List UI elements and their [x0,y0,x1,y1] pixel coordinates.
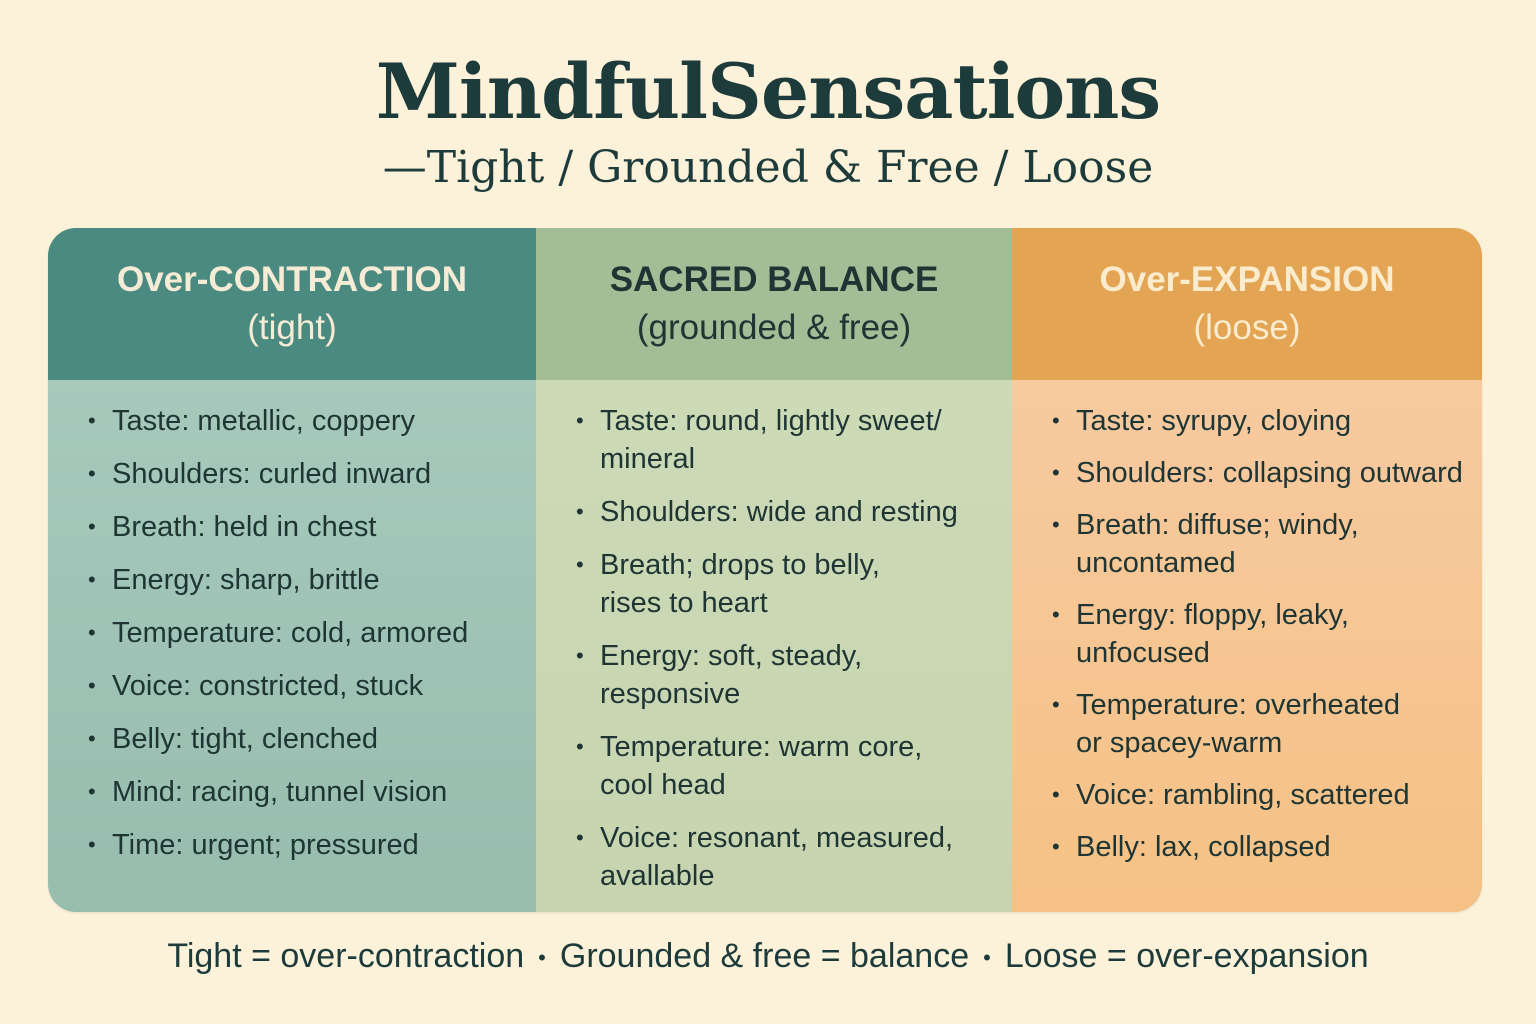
legend-footer [0,930,1536,984]
sensation-item [1050,828,1470,866]
bullet-icon: • [1052,692,1060,717]
sensation-text: Voice: rambling, scattered [1076,779,1410,811]
sensation-list [86,402,524,864]
sensation-item [574,402,1000,478]
sensation-text: Shoulders: curled inward [112,458,432,490]
bullet-icon: • [576,408,584,433]
sensation-text: Belly: tight, clenched [112,723,378,755]
sensation-text: Belly: lax, collapsed [1076,831,1331,863]
sensation-item [86,667,524,705]
sensation-text: Breath; drops to belly, rises to heart [600,549,880,619]
sensation-text: Energy: floppy, leaky, unfocused [1076,599,1349,669]
legend-separator: • [983,945,991,971]
sensation-text: Shoulders: wide and resting [600,496,958,528]
sensation-text: Energy: sharp, brittle [112,564,380,596]
bullet-icon: • [576,643,584,668]
sensation-item [86,561,524,599]
sensation-text: Energy: soft, steady, responsive [600,640,863,710]
sensation-item [86,614,524,652]
sensation-item [86,720,524,758]
sensation-item [574,637,1000,713]
column-header-over-contraction [48,228,536,380]
legend-loose: Loose = over-expansion [1004,937,1369,975]
bullet-icon: • [1052,408,1060,433]
column-header-over-expansion [1012,228,1482,380]
column-heading: Over-CONTRACTION [116,260,468,299]
column-subheading: (tight) [247,308,337,347]
sensation-item [86,402,524,440]
sensation-item [86,508,524,546]
sensation-item [574,546,1000,622]
bullet-icon: • [576,825,584,850]
bullet-icon: • [1052,782,1060,807]
sensation-item [86,826,524,864]
bullet-icon: • [1052,602,1060,627]
sensation-text: Temperature: cold, armored [112,617,469,649]
column-body-over-contraction [48,380,536,912]
sensation-item [574,728,1000,804]
page-subtitle: —Tight / Grounded & Free / Loose [382,142,1154,193]
bullet-icon: • [576,499,584,524]
sensation-item [86,455,524,493]
bullet-icon: • [88,832,96,857]
bullet-icon: • [576,552,584,577]
bullet-icon: • [1052,512,1060,537]
sensation-text: Mind: racing, tunnel vision [112,776,448,808]
column-sacred-balance [536,228,1012,912]
column-over-contraction [48,228,536,912]
column-body-sacred-balance [536,380,1012,912]
legend-balance: Grounded & free = balance [559,937,970,975]
column-subheading: (loose) [1193,308,1301,347]
bullet-icon: • [576,734,584,759]
legend-tight: Tight = over-contraction [167,937,525,975]
sensation-item [1050,506,1470,582]
sensation-item [1050,686,1470,762]
legend-separator: • [538,945,546,971]
sensation-item [574,819,1000,895]
sensation-text: Voice: resonant, measured, avallable [600,822,954,892]
sensations-table [48,228,1482,912]
column-header-sacred-balance [536,228,1012,380]
sensation-item [1050,596,1470,672]
sensation-item [86,773,524,811]
sensation-text: Taste: syrupy, cloying [1076,405,1352,437]
sensation-text: Time: urgent; pressured [112,829,419,861]
bullet-icon: • [88,726,96,751]
column-body-over-expansion [1012,380,1482,912]
column-subheading: (grounded & free) [636,308,912,347]
sensation-text: Taste: metallic, coppery [112,405,416,437]
bullet-icon: • [1052,834,1060,859]
sensation-text: Shoulders: collapsing outward [1076,457,1463,489]
sensation-text: Temperature: warm core, cool head [600,731,923,801]
sensation-list [574,402,1000,895]
sensation-text: Taste: round, lightly sweet/ mineral [600,405,942,475]
sensation-text: Breath: held in chest [112,511,377,543]
sensation-item [1050,454,1470,492]
sensation-item [1050,402,1470,440]
sensation-item [574,493,1000,531]
bullet-icon: • [88,567,96,592]
bullet-icon: • [88,408,96,433]
sensation-text: Breath: diffuse; windy, uncontamed [1076,509,1359,579]
bullet-icon: • [1052,460,1060,485]
sensation-text: Voice: constricted, stuck [112,670,424,702]
column-heading: Over-EXPANSION [1099,260,1395,299]
column-over-expansion [1012,228,1482,912]
column-heading: SACRED BALANCE [609,260,939,299]
bullet-icon: • [88,461,96,486]
bullet-icon: • [88,514,96,539]
page-title: MindfulSensations [375,47,1161,136]
sensation-item [1050,776,1470,814]
bullet-icon: • [88,779,96,804]
bullet-icon: • [88,673,96,698]
sensation-text: Temperature: overheated or spacey-warm [1076,689,1401,759]
sensation-list [1050,402,1470,866]
bullet-icon: • [88,620,96,645]
